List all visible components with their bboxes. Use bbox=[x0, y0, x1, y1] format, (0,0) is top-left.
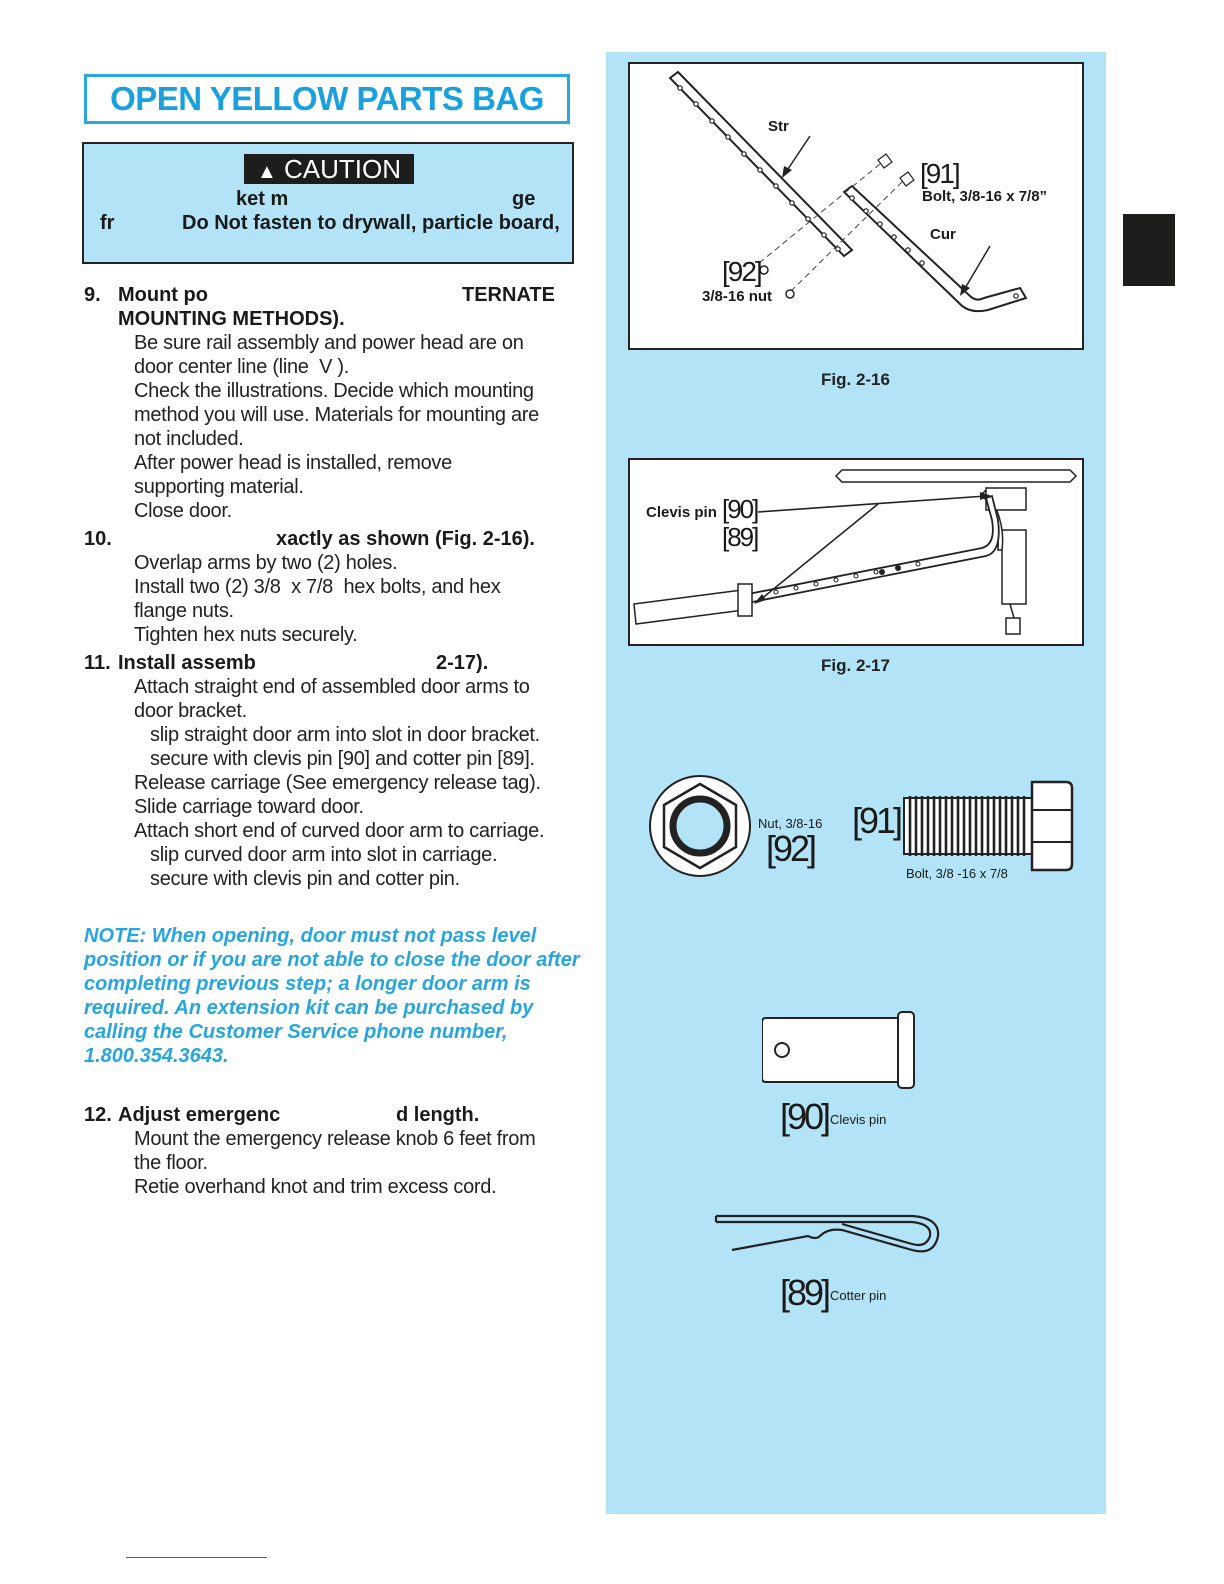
part-91-label: [91] bbox=[920, 158, 959, 189]
step-10-line: Tighten hex nuts securely. bbox=[134, 624, 358, 646]
note-line: position or if you are not able to close the door after bbox=[84, 949, 580, 971]
note-text bbox=[84, 924, 584, 1068]
bolt-part-number: [91] bbox=[852, 800, 901, 841]
step-11-line: Attach short end of curved door arm to carriage. bbox=[134, 820, 545, 842]
note-line: calling the Customer Service phone number, bbox=[84, 1021, 508, 1043]
figure-2-17 bbox=[628, 458, 1084, 646]
clevis-part-number: [90] bbox=[780, 1096, 829, 1137]
nut-part-number: [92] bbox=[766, 828, 815, 869]
step-12-heading-b: d length. bbox=[396, 1104, 480, 1126]
figure-2-17-drawing bbox=[630, 460, 1082, 644]
step-11-heading-b: 2-17). bbox=[436, 652, 489, 674]
step-11-line: slip straight door arm into slot in door bracket. bbox=[150, 724, 540, 746]
label-curved-arm: Cur bbox=[930, 226, 956, 243]
step-11-heading-a: Install assemb bbox=[118, 652, 256, 674]
caution-text-2b: Do Not fasten to drywall, particle board, bbox=[182, 212, 560, 234]
step-9-line: After power head is installed, remove bbox=[134, 452, 452, 474]
caution-badge bbox=[244, 154, 414, 184]
label-straight-arm: Str bbox=[768, 118, 789, 135]
step-11-line: door bracket. bbox=[134, 700, 247, 722]
caution-text-2a: fr bbox=[100, 212, 115, 234]
note-line: required. An extension kit can be purchased by bbox=[84, 997, 534, 1019]
note-line: NOTE: When opening, door must not pass level bbox=[84, 925, 537, 947]
step-11-line: slip curved door arm into slot in carriage. bbox=[150, 844, 498, 866]
step-11-line: Slide carriage toward door. bbox=[134, 796, 364, 818]
step-12-line: Mount the emergency release knob 6 feet from bbox=[134, 1128, 536, 1150]
step-9-heading-a: Mount po bbox=[118, 284, 208, 306]
cotter-part-label: Cotter pin bbox=[830, 1288, 887, 1303]
cotter-part-number: [89] bbox=[780, 1272, 829, 1313]
caution-box bbox=[82, 142, 574, 264]
page-title: OPEN YELLOW PARTS BAG bbox=[84, 74, 570, 124]
caution-label: CAUTION bbox=[284, 154, 402, 184]
cotter-pin-illustration bbox=[712, 1206, 946, 1262]
step-9-line: Check the illustrations. Decide which mounting bbox=[134, 380, 534, 402]
step-9-line: Be sure rail assembly and power head are on bbox=[134, 332, 524, 354]
hex-nut-illustration bbox=[648, 774, 752, 878]
section-tab bbox=[1123, 214, 1175, 286]
clevis-pin-label: Clevis pin bbox=[646, 504, 717, 521]
step-10-line: Overlap arms by two (2) holes. bbox=[134, 552, 398, 574]
step-12-line: the floor. bbox=[134, 1152, 208, 1174]
clevis-pin-illustration bbox=[762, 1010, 918, 1090]
step-10-line: Install two (2) 3/8 x 7/8 hex bolts, and hex bbox=[134, 576, 501, 598]
step-10-heading: xactly as shown (Fig. 2-16). bbox=[276, 528, 535, 550]
hex-bolt-illustration bbox=[900, 778, 1076, 874]
straight-arm bbox=[670, 72, 852, 256]
step-11-line: Release carriage (See emergency release tag). bbox=[134, 772, 541, 794]
clevis-part-label: Clevis pin bbox=[830, 1112, 887, 1127]
bolt-label: Bolt, 3/8-16 x 7/8” bbox=[922, 188, 1048, 205]
step-11-number: 11. bbox=[84, 652, 111, 674]
footer-rule bbox=[126, 1557, 267, 1558]
step-12-heading-a: Adjust emergenc bbox=[118, 1104, 281, 1126]
figure-2-17-caption: Fig. 2-17 bbox=[821, 656, 890, 675]
nut-part-label: Nut, 3/8-16 bbox=[758, 816, 823, 831]
step-10-number: 10. bbox=[84, 528, 112, 550]
figure-2-16-drawing bbox=[630, 64, 1082, 348]
step-10-line: flange nuts. bbox=[134, 600, 234, 622]
step-9-line: Close door. bbox=[134, 500, 232, 522]
step-9-line: method you will use. Materials for mounting are bbox=[134, 404, 539, 426]
step-9-heading-c: MOUNTING METHODS). bbox=[118, 308, 345, 330]
step-9-number: 9. bbox=[84, 284, 101, 306]
nut-label: 3/8-16 nut bbox=[702, 288, 773, 305]
step-9-line: door center line (line V ). bbox=[134, 356, 350, 378]
part-89-label: [89] bbox=[722, 522, 758, 552]
caution-text-1b: ge bbox=[512, 188, 536, 210]
note-line: completing previous step; a longer door arm is bbox=[84, 973, 531, 995]
step-11-line: Attach straight end of assembled door arms to bbox=[134, 676, 530, 698]
step-11-line: secure with clevis pin [90] and cotter pin [89]. bbox=[150, 748, 535, 770]
caution-text-1a: ket m bbox=[236, 188, 289, 210]
figure-2-16-caption: Fig. 2-16 bbox=[821, 370, 890, 389]
part-92-label: [92] bbox=[722, 256, 761, 287]
step-9-line: supporting material. bbox=[134, 476, 304, 498]
bolt-part-label: Bolt, 3/8 -16 x 7/8 bbox=[906, 866, 1008, 881]
step-9-heading-b: TERNATE bbox=[462, 284, 555, 306]
warning-icon: ▲ bbox=[256, 161, 277, 183]
step-9-line: not included. bbox=[134, 428, 244, 450]
step-11-line: secure with clevis pin and cotter pin. bbox=[150, 868, 460, 890]
note-line: 1.800.354.3643. bbox=[84, 1045, 229, 1067]
step-12-line: Retie overhand knot and trim excess cord. bbox=[134, 1176, 497, 1198]
step-12-number: 12. bbox=[84, 1104, 112, 1126]
part-90-label: [90] bbox=[722, 494, 758, 524]
figure-2-16 bbox=[628, 62, 1084, 350]
